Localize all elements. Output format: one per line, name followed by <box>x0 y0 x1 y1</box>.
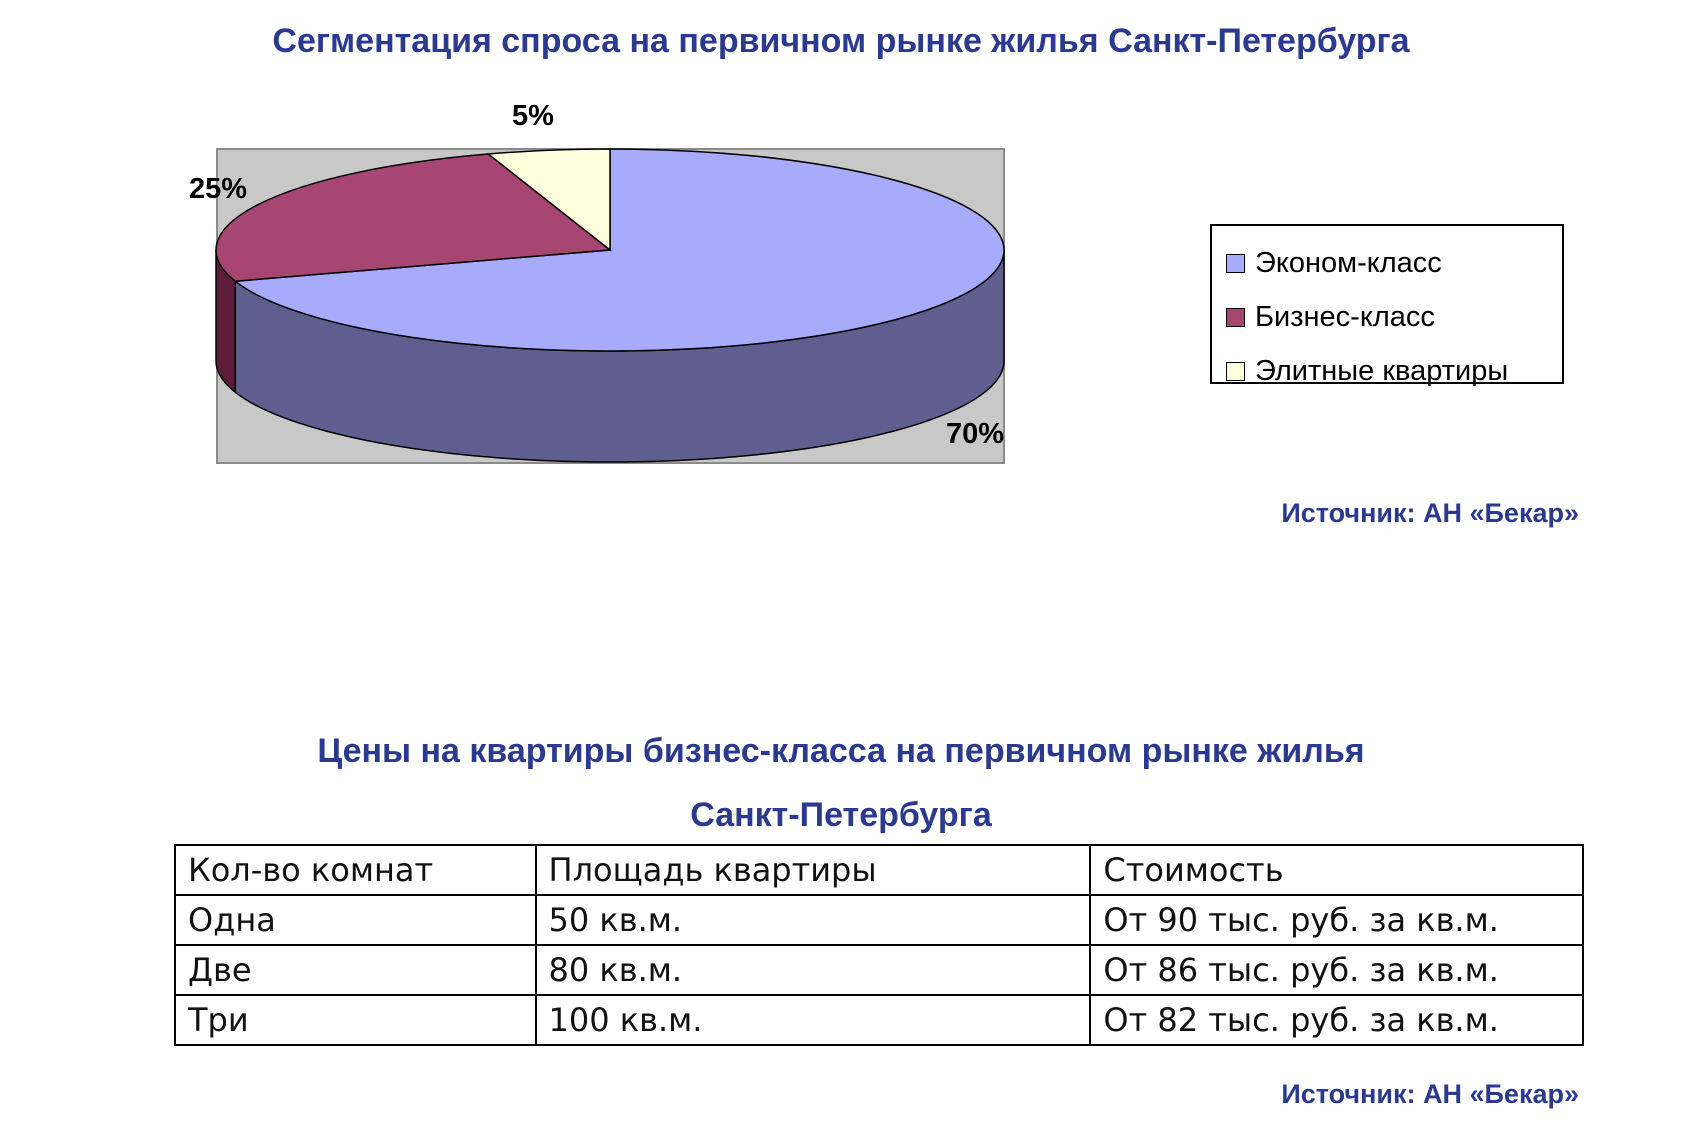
table-title-line2: Санкт-Петербурга <box>690 796 992 834</box>
table-cell: 50 кв.м. <box>536 895 1091 945</box>
table-title-line1: Цены на квартиры бизнес-класса на первичном рынке жилья <box>317 732 1365 770</box>
legend-swatch-elite <box>1226 362 1245 381</box>
table-row <box>175 945 1583 995</box>
table-cell: От 86 тыс. руб. за кв.м. <box>1090 945 1583 995</box>
table-header-row <box>175 845 1583 895</box>
prices-table <box>174 844 1584 1046</box>
legend-item-economy <box>1226 236 1562 290</box>
table-cell: Три <box>175 995 536 1045</box>
table-cell: 80 кв.м. <box>536 945 1091 995</box>
chart-title: Сегментация спроса на первичном рынке жилья Санкт-Петербурга <box>272 22 1410 60</box>
table-source: Источник: АН «Бекар» <box>1281 1079 1579 1109</box>
table-header-cell: Стоимость <box>1090 845 1583 895</box>
legend-swatch-economy <box>1226 254 1245 273</box>
legend-item-business <box>1226 290 1562 344</box>
table-header-cell: Площадь квартиры <box>536 845 1091 895</box>
legend-item-elite <box>1226 344 1562 398</box>
legend-label-business: Бизнес-класс <box>1255 300 1435 333</box>
pie-label-economy: 70% <box>945 418 1005 450</box>
table-row <box>175 895 1583 945</box>
legend-swatch-business <box>1226 308 1245 327</box>
table-cell: От 90 тыс. руб. за кв.м. <box>1090 895 1583 945</box>
legend-label-elite: Элитные квартиры <box>1255 354 1509 387</box>
pie-label-business: 25% <box>188 173 248 205</box>
pie-label-elite: 5% <box>512 100 554 132</box>
table-cell: Две <box>175 945 536 995</box>
table-cell: 100 кв.м. <box>536 995 1091 1045</box>
table-row <box>175 995 1583 1045</box>
chart-source: Источник: АН «Бекар» <box>1281 498 1579 528</box>
chart-legend <box>1210 224 1564 387</box>
legend-label-economy: Эконом-класс <box>1255 246 1442 279</box>
table-header-cell: Кол-во комнат <box>175 845 536 895</box>
table-cell: Одна <box>175 895 536 945</box>
table-cell: От 82 тыс. руб. за кв.м. <box>1090 995 1583 1045</box>
